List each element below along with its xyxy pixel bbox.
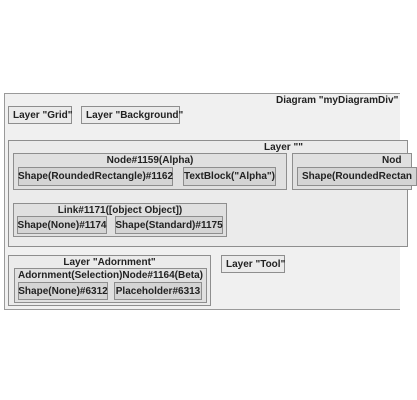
node-alpha[interactable] <box>13 153 287 190</box>
node-partial-shape[interactable]: Shape(RoundedRectan <box>297 167 417 186</box>
link-1171[interactable] <box>13 203 227 237</box>
layer-adornment-title: Layer "Adornment" <box>63 257 156 268</box>
layer-background[interactable]: Layer "Background" <box>81 106 180 124</box>
adornment-placeholder[interactable]: Placeholder#6313 <box>114 282 202 300</box>
diagram-container <box>4 93 413 310</box>
link-title: Link#1171([object Object]) <box>57 205 183 216</box>
node-partial-title: Nod <box>382 155 402 166</box>
adornment-shape[interactable]: Shape(None)#6312 <box>18 282 108 300</box>
node-alpha-shape[interactable]: Shape(RoundedRectangle)#1162 <box>18 167 173 186</box>
layer-default[interactable]: Layer "" Node#1159(Alpha) Shape(RoundedRectangle)#1162 TextBlock("Alpha") Nod Shape(RoundedRectan Link#1171([object Object]) Shape(None)#1174 Shape(Standard)#1175 <box>8 140 408 247</box>
link-shape-none[interactable]: Shape(None)#1174 <box>17 216 107 234</box>
layer-adornment[interactable] <box>8 255 211 306</box>
layer-grid[interactable]: Layer "Grid" <box>8 106 72 124</box>
node-partial[interactable] <box>292 153 412 190</box>
adornment-node-title: Adornment(Selection)Node#1164(Beta) <box>17 270 204 281</box>
node-alpha-textblock[interactable]: TextBlock("Alpha") <box>183 167 276 186</box>
link-shape-standard[interactable]: Shape(Standard)#1175 <box>115 216 223 234</box>
node-alpha-title: Node#1159(Alpha) <box>106 155 194 166</box>
layer-tool[interactable]: Layer "Tool" <box>221 255 285 273</box>
diagram-title: Diagram "myDiagramDiv" <box>276 95 399 106</box>
adornment-node[interactable] <box>14 268 207 303</box>
